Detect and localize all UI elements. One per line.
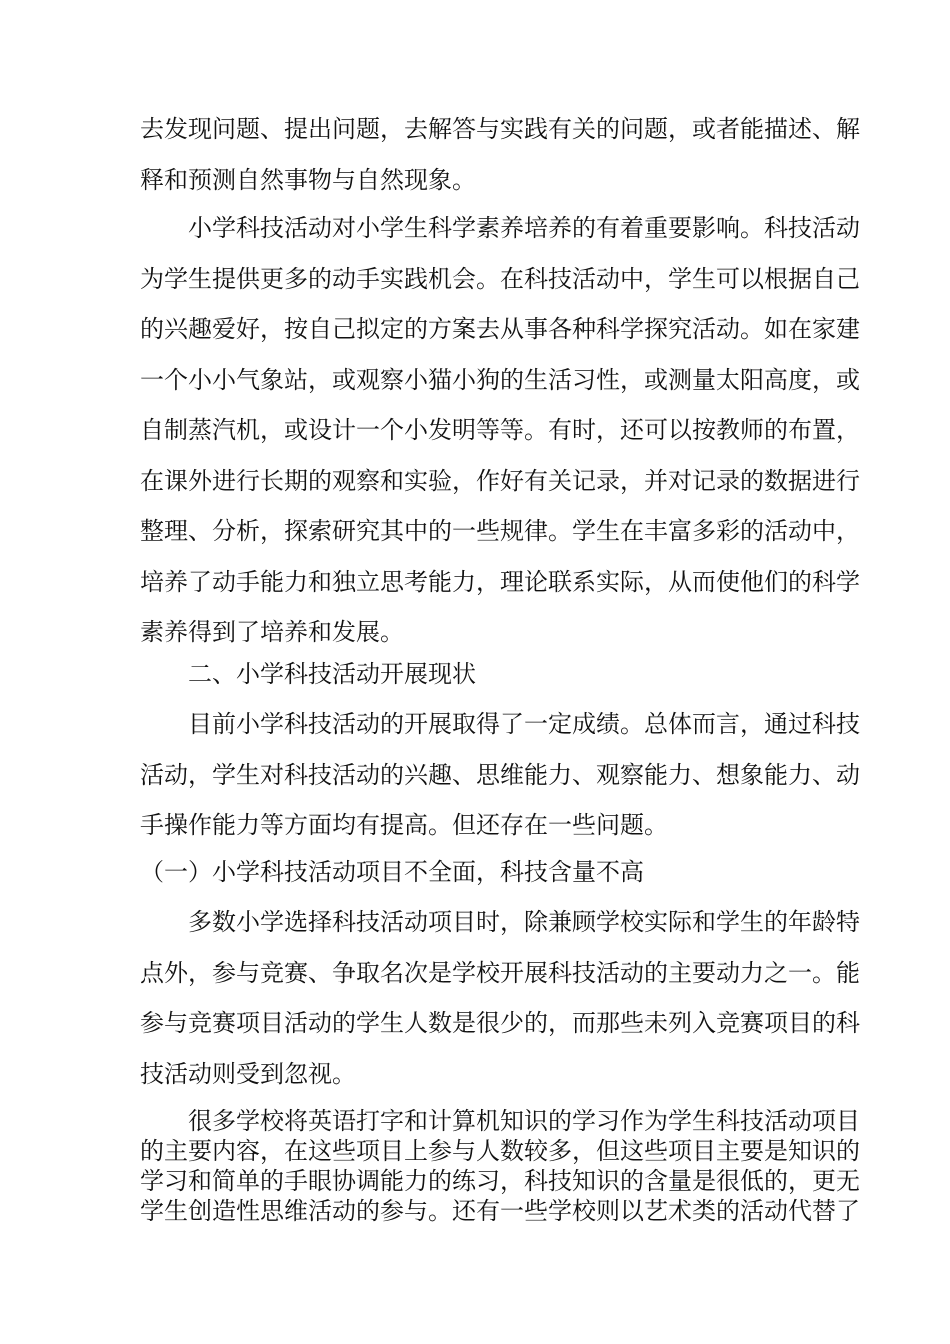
text-line: 活动，学生对科技活动的兴趣、思维能力、观察能力、想象能力、动 [140, 760, 860, 789]
subsection-heading: （一）小学科技活动项目不全面，科技含量不高 [140, 858, 644, 886]
text-line: 释和预测自然事物与自然现象。 [140, 165, 476, 194]
text-line: 点外，参与竞赛、争取名次是学校开展科技活动的主要动力之一。能 [140, 958, 860, 987]
text-line: 的主要内容，在这些项目上参与人数较多，但这些项目主要是知识的 [140, 1137, 860, 1165]
text-line: 整理、分析，探索研究其中的一些规律。学生在丰富多彩的活动中， [140, 517, 860, 545]
paragraph-computer-typing [140, 1106, 860, 1226]
text-line: 很多学校将英语打字和计算机知识的学习作为学生科技活动项目 [188, 1107, 860, 1135]
text-line: 一个小小气象站，或观察小猫小狗的生活习性，或测量太阳高度，或 [140, 365, 860, 394]
paragraph-continuation [140, 104, 860, 205]
text-line: 学习和简单的手眼协调能力的练习，科技知识的含量是很低的，更无 [140, 1167, 860, 1195]
text-line: 的兴趣爱好，按自己拟定的方案去从事各种科学探究活动。如在家建 [140, 315, 860, 343]
text-line: 技活动则受到忽视。 [140, 1059, 356, 1088]
section-heading: 二、小学科技活动开展现状 [188, 660, 476, 688]
paragraph-status [140, 699, 860, 851]
text-line: 小学科技活动对小学生科学素养培养的有着重要影响。科技活动 [188, 214, 860, 242]
text-line: 参与竞赛项目活动的学生人数是很少的，而那些未列入竞赛项目的科 [140, 1009, 860, 1037]
text-line: 去发现问题、提出问题，去解答与实践有关的问题，或者能描述、解 [140, 115, 860, 143]
text-line: 培养了动手能力和独立思考能力，理论联系实际，从而使他们的科学 [140, 567, 860, 596]
text-line: 多数小学选择科技活动项目时，除兼顾学校实际和学生的年龄特 [188, 908, 860, 936]
text-line: 自制蒸汽机，或设计一个小发明等等。有时，还可以按教师的布置， [140, 416, 860, 444]
text-line: 目前小学科技活动的开展取得了一定成绩。总体而言，通过科技 [188, 710, 860, 738]
paragraph-science-literacy [140, 203, 860, 658]
text-line: 素养得到了培养和发展。 [140, 618, 404, 646]
text-line: 在课外进行长期的观察和实验，作好有关记录，并对记录的数据进行 [140, 466, 860, 495]
text-line: 学生创造性思维活动的参与。还有一些学校则以艺术类的活动代替了 [140, 1197, 860, 1225]
paragraph-competition [140, 897, 860, 1099]
text-line: 为学生提供更多的动手实践机会。在科技活动中，学生可以根据自己 [140, 264, 860, 293]
text-line: 手操作能力等方面均有提高。但还存在一些问题。 [140, 811, 668, 839]
